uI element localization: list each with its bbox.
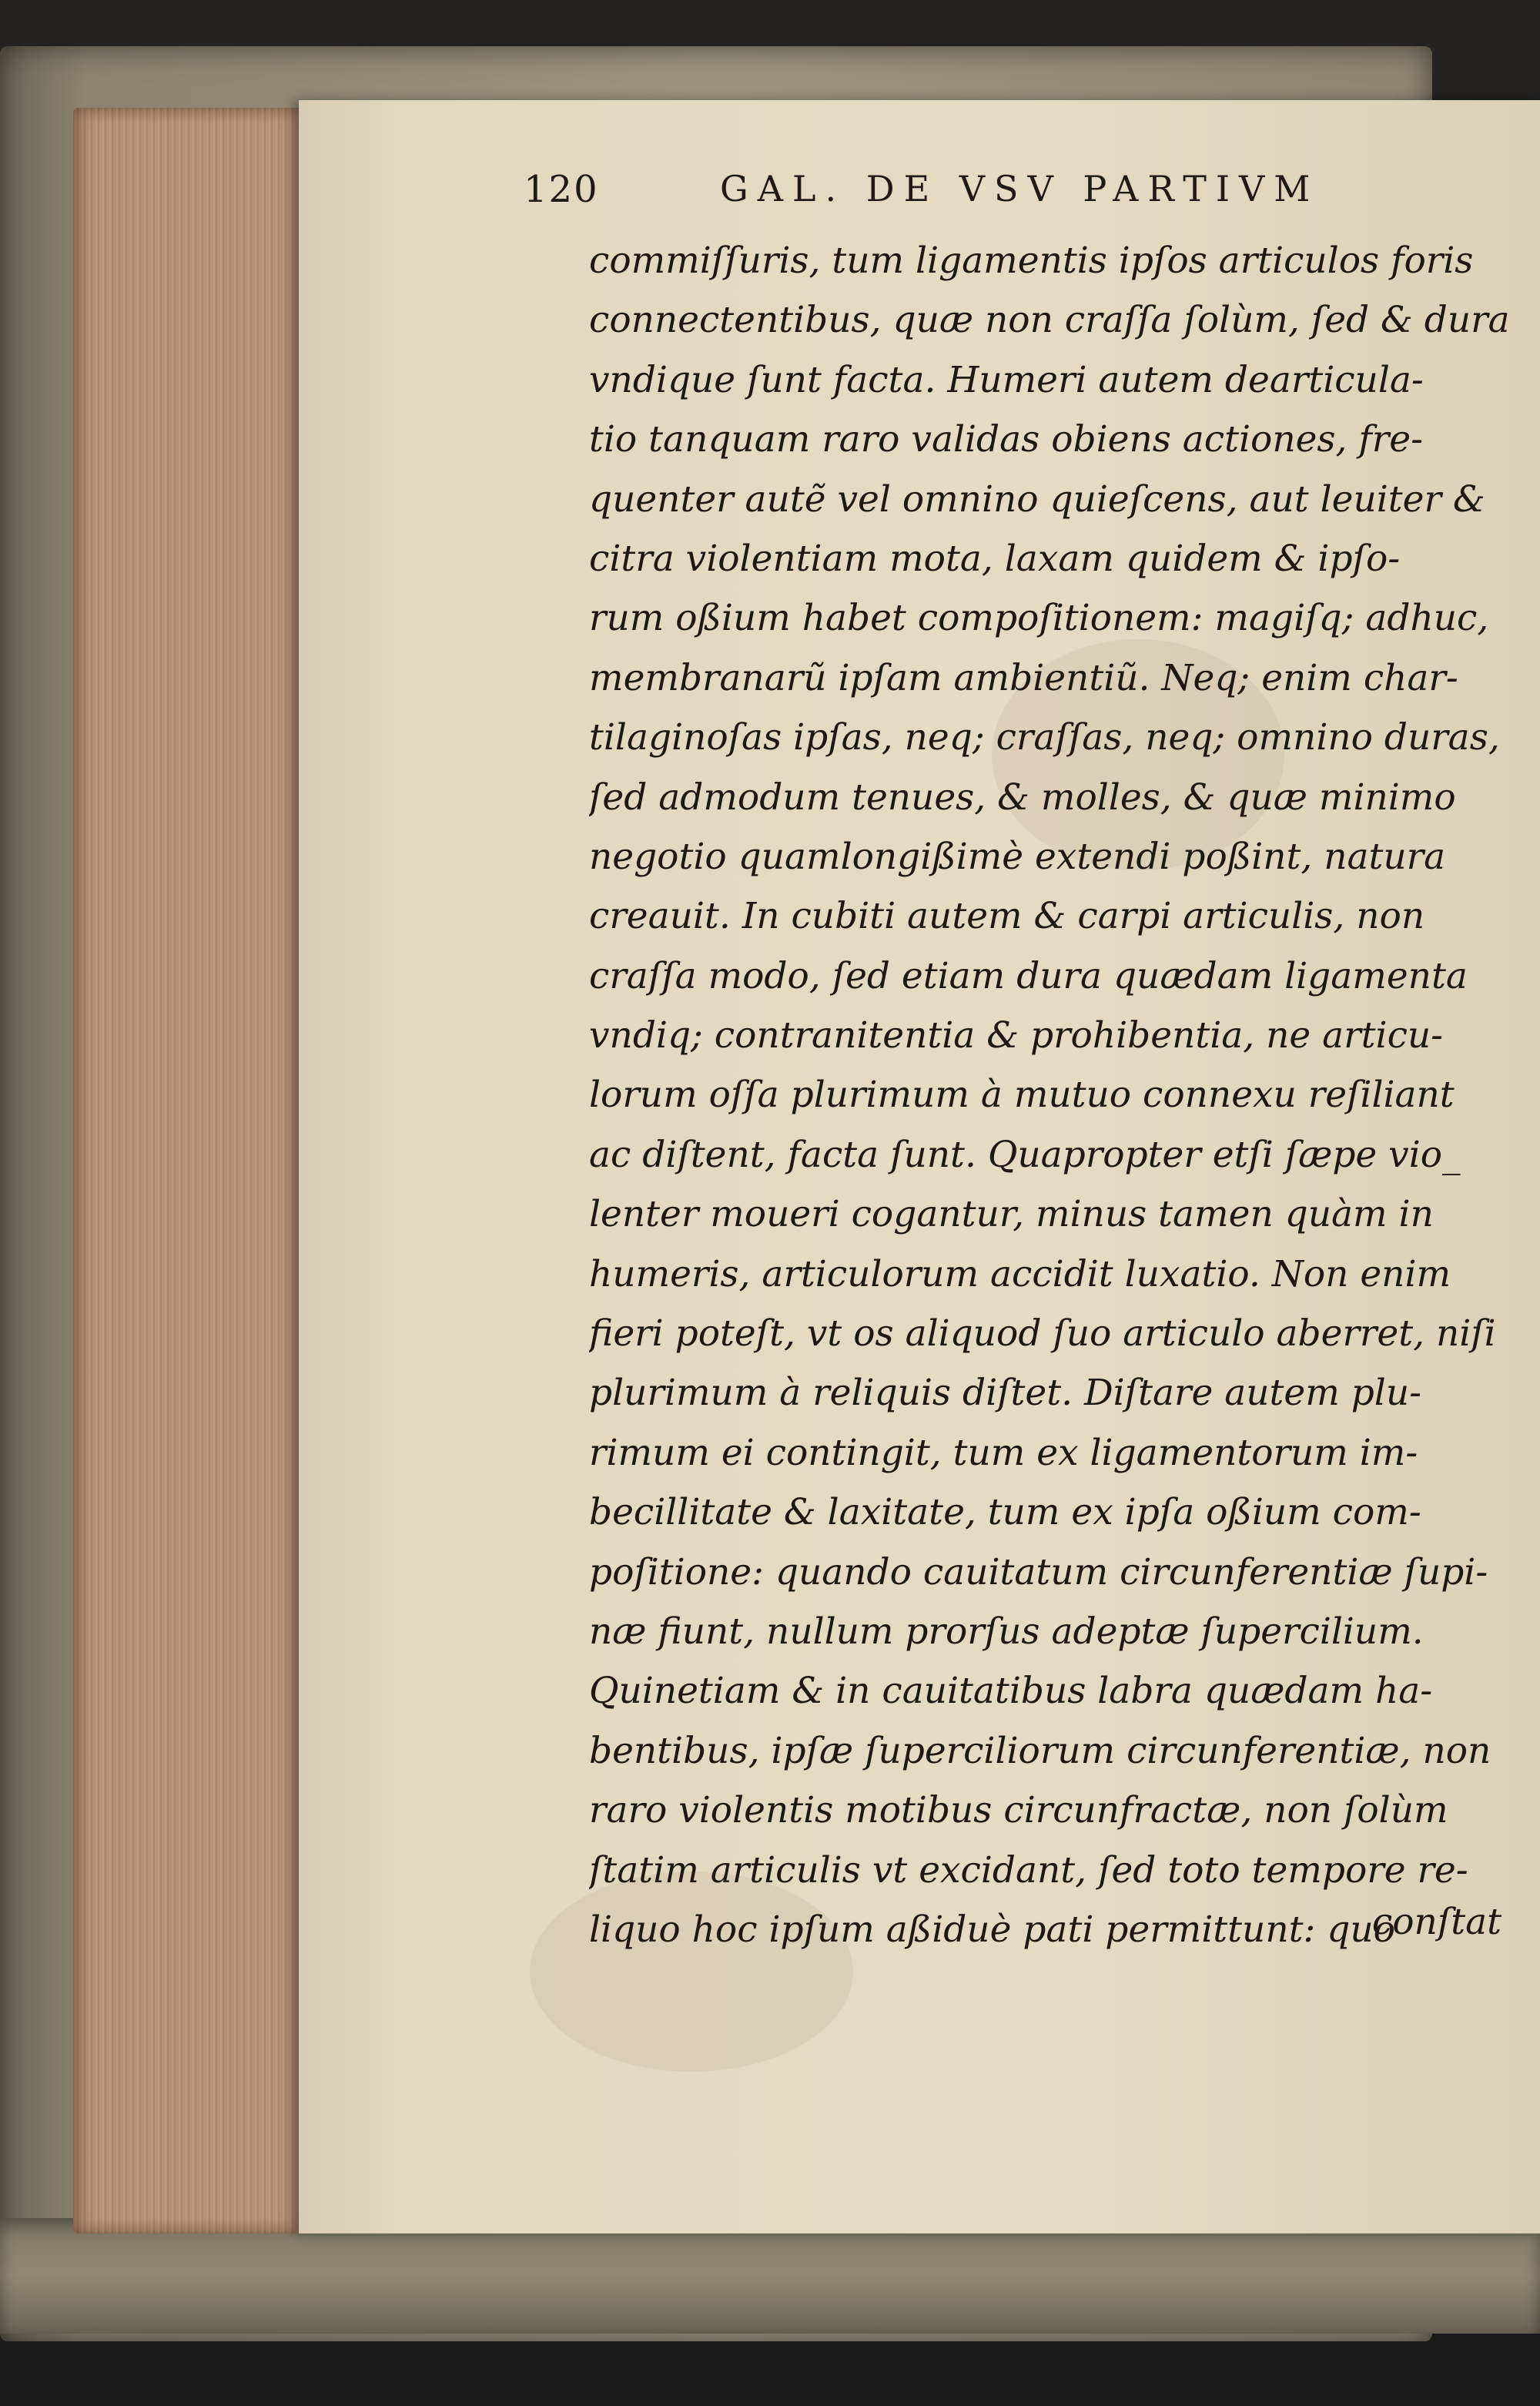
text-line: ſtatim articulis vt excidant, ſed toto tempore re- [589,1848,1468,1892]
text-line: commiſſuris, tum ligamentis ipſos articulos foris [589,240,1474,282]
text-line: poſitione: quando cauitatum circunferentiæ ſupi- [589,1550,1488,1593]
text-line: membranarũ ipſam ambientiũ. Neq; enim char- [589,656,1458,699]
text-line: vndique ſunt facta. Humeri autem dearticula- [589,358,1424,401]
text-line: Quinetiam & in cauitatibus labra quædam ha- [589,1670,1433,1713]
text-line: raro violentis motibus circunfractæ, non ſolùm [589,1789,1448,1832]
running-title: GAL. DE VSV PARTIVM [720,168,1320,209]
text-line: connectentibus, quæ non craſſa ſolùm, ſed & dura [589,299,1510,342]
text-line: lenter moueri cogantur, minus tamen quàm in [589,1193,1434,1236]
page-edges [73,108,304,2233]
text-line: liquo hoc ipſum aßiduè pati permittunt: quo [589,1908,1395,1951]
folio-number: 120 [524,168,599,211]
text-line: rum oßium habet compoſitionem: magiſq; adhuc, [589,597,1489,640]
text-line: tio tanquam raro validas obiens actiones, fre- [589,418,1423,461]
body-text [589,231,1521,1959]
text-line: næ fiunt, nullum prorſus adeptæ ſupercilium. [589,1610,1424,1653]
book-cover-lower-edge [0,2218,1540,2334]
text-line: lorum oſſa plurimum à mutuo connexu reſiliant [589,1074,1455,1117]
catchword: conſtat [1371,1901,1502,1943]
text-line: vndiq; contranitentia & prohibentia, ne articu- [589,1014,1444,1057]
text-line: tilaginoſas ipſas, neq; craſſas, neq; omnino duras, [589,716,1500,759]
text-line: plurimum à reliquis diſtet. Diſtare autem plu- [589,1372,1421,1415]
text-line: rimum ei contingit, tum ex ligamentorum im- [589,1431,1418,1474]
text-line: negotio quamlongißimè extendi poßint, natura [589,835,1446,878]
text-line: becillitate & laxitate, tum ex ipſa oßium com- [589,1491,1421,1534]
text-line: ac diſtent, facta ſunt. Quapropter etſi ſæpe vio_ [589,1133,1461,1176]
text-line: citra violentiam mota, laxam quidem & ipſo- [589,537,1401,580]
text-line: craſſa modo, ſed etiam dura quædam ligamenta [589,954,1468,997]
text-line: humeris, articulorum accidit luxatio. Non enim [589,1252,1451,1295]
text-line: quenter autẽ vel omnino quieſcens, aut leuiter & [589,478,1485,521]
text-line: ſed admodum tenues, & molles, & quæ minimo [589,776,1456,819]
text-line: bentibus, ipſæ ſuperciliorum circunferentiæ, non [589,1729,1491,1772]
text-line: fieri poteſt, vt os aliquod ſuo articulo aberret, niſi [589,1312,1496,1355]
text-line: creauit. In cubiti autem & carpi articulis, non [589,895,1425,938]
